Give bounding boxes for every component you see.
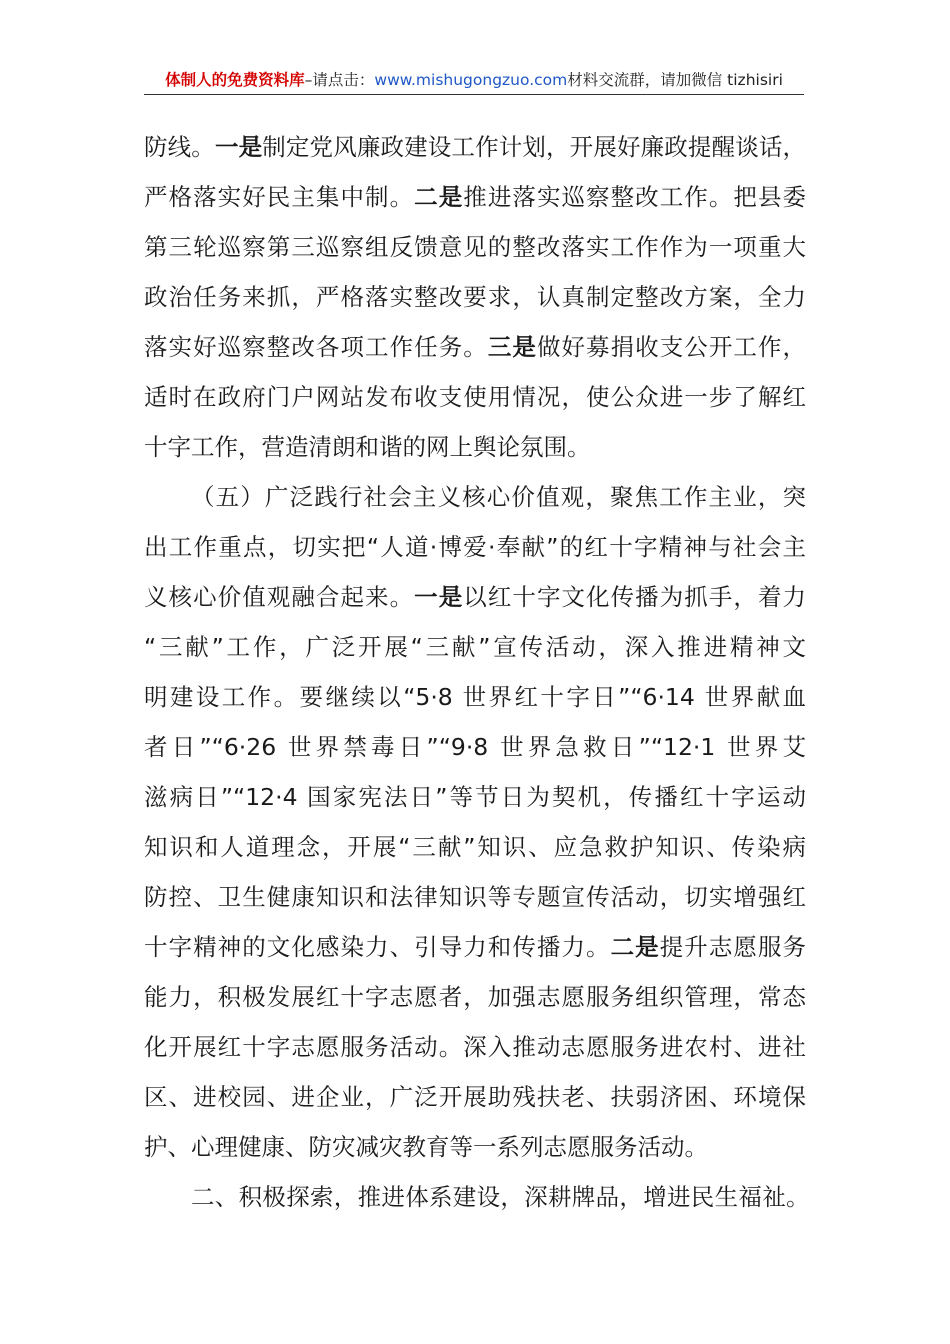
paragraph-line: 化开展红十字志愿服务活动。深入推动志愿服务进农村、进社 <box>144 1033 806 1061</box>
paragraph-line: 十字精神的文化感染力、引导力和传播力。二是提升志愿服务 <box>144 933 807 961</box>
section-two-heading: 二、积极探索，推进体系建设，深耕牌品，增进民生福祉。 <box>191 1183 810 1211</box>
header-wechat-note: 材料交流群，请加微信 tizhisiri <box>567 71 783 89</box>
bold-marker: 一是 <box>414 583 464 611</box>
paragraph-line: 落实好巡察整改各项工作任务。三是做好募捐收支公开工作， <box>144 333 807 361</box>
paragraph-line: 第三轮巡察第三巡察组反馈意见的整改落实工作作为一项重大 <box>144 233 806 261</box>
document-body <box>144 122 810 1222</box>
paragraph-line: 者日”“6·26 世界禁毒日”“9·8 世界急救日”“12·1 世界艾 <box>144 733 806 761</box>
paragraph-line: 知识和人道理念，开展“三献”知识、应急救护知识、传染病 <box>144 833 806 861</box>
paragraph-line: 护、心理健康、防灾减灾教育等一系列志愿服务活动。 <box>144 1133 708 1161</box>
bold-marker: 二是 <box>610 933 660 961</box>
bold-marker: 三是 <box>487 333 537 361</box>
header-prompt: –请点击： <box>304 71 375 89</box>
paragraph-line: 防控、卫生健康知识和法律知识等专题宣传活动，切实增强红 <box>144 883 806 911</box>
paragraph-line: 区、进校园、进企业，广泛开展助残扶老、扶弱济困、环境保 <box>144 1083 806 1111</box>
paragraph-line: 政治任务来抓，严格落实整改要求，认真制定整改方案，全力 <box>144 283 806 311</box>
bold-marker: 二是 <box>414 183 464 211</box>
paragraph-line: 出工作重点，切实把“人道·博爱·奉献”的红十字精神与社会主 <box>144 533 806 561</box>
paragraph-line: 适时在政府门户网站发布收支使用情况，使公众进一步了解红 <box>144 383 806 411</box>
paragraph-line: 义核心价值观融合起来。一是以红十字文化传播为抓手，着力 <box>144 583 807 611</box>
bold-marker: 一是 <box>214 133 263 161</box>
paragraph-line: 能力，积极发展红十字志愿者，加强志愿服务组织管理，常态 <box>144 983 806 1011</box>
paragraph-line: 严格落实好民主集中制。二是推进落实巡察整改工作。把县委 <box>144 183 807 211</box>
section-five-heading-line: （五）广泛践行社会主义核心价值观，聚焦工作主业，突 <box>191 483 806 511</box>
paragraph-line: 防线。一是制定党风廉政建设工作计划，开展好廉政提醒谈话， <box>144 133 807 161</box>
paragraph-line: 明建设工作。要继续以“5·8 世界红十字日”“6·14 世界献血 <box>144 683 806 711</box>
paragraph-line: 十字工作，营造清朗和谐的网上舆论氛围。 <box>144 433 591 461</box>
paragraph-line: “三献”工作，广泛开展“三献”宣传活动，深入推进精神文 <box>144 633 806 661</box>
paragraph-line: 滋病日”“12·4 国家宪法日”等节日为契机，传播红十字运动 <box>144 783 806 811</box>
header-brand: 体制人的免费资料库 <box>165 71 305 89</box>
page-header <box>144 66 804 95</box>
header-url-link[interactable]: www.mishugongzuo.com <box>374 71 568 89</box>
